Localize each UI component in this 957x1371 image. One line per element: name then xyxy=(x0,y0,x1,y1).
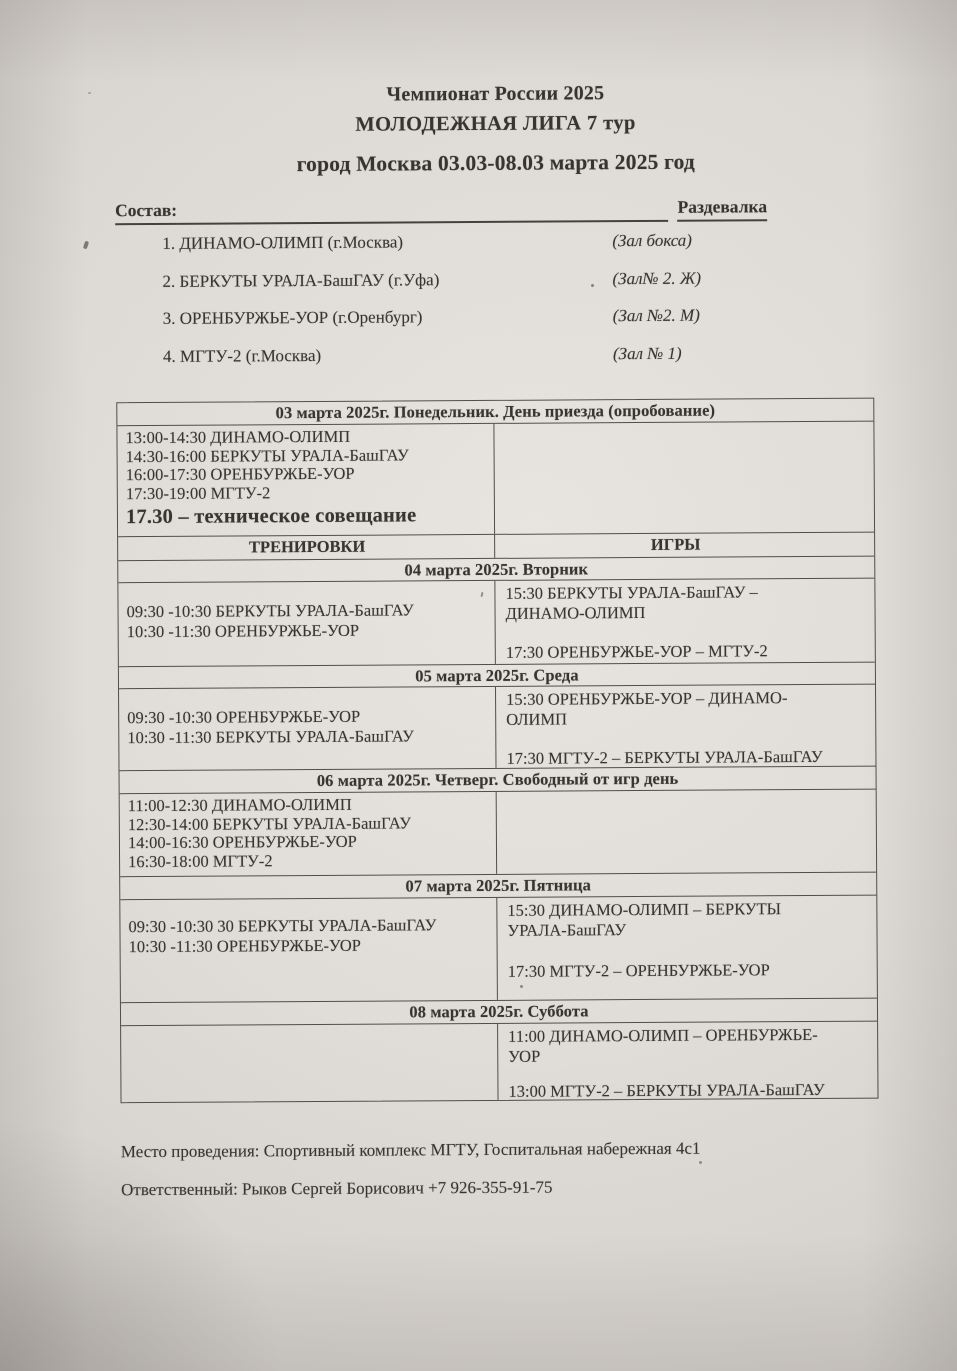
team-row xyxy=(116,342,816,384)
day-header-monday: 03 марта 2025г. Понедельник. День приезда (опробование) xyxy=(117,399,873,427)
game-entry xyxy=(506,641,847,663)
schedule-table xyxy=(116,398,878,1104)
saturday-row xyxy=(121,1022,877,1103)
training-entry: 16:30-18:00 МГТУ-2 xyxy=(128,851,273,871)
team-locker-room: (Зал№ 2. Ж) xyxy=(612,268,702,288)
training-entry: 13:00-14:30 ДИНАМО-ОЛИМП xyxy=(125,426,351,448)
game-entry xyxy=(508,1080,849,1102)
wednesday-trainings-cell xyxy=(119,687,496,770)
game-line: 15:30 ДИНАМО-ОЛИМП – БЕРКУТЫ xyxy=(507,899,782,920)
team-row xyxy=(115,267,815,309)
day-header-thursday: 06 марта 2025г. Четверг. Свободный от игр день xyxy=(120,767,876,795)
wednesday-row xyxy=(119,685,875,772)
photo-artifact-speck xyxy=(699,1161,702,1164)
photo-artifact-speck xyxy=(591,284,594,287)
day-header-tuesday: 04 марта 2025г. Вторник xyxy=(118,557,874,584)
training-entry: 10:30 -11:30 ОРЕНБУРЖЬЕ-УОР xyxy=(126,620,360,641)
team-locker-room: (Зал № 1) xyxy=(612,343,682,363)
training-entry: 17:30-19:00 МГТУ-2 xyxy=(125,483,271,503)
friday-row xyxy=(120,896,877,1004)
team-name: 3. ОРЕНБУРЖЬЕ-УОР (г.Оренбург) xyxy=(162,307,423,328)
game-entry xyxy=(508,1025,849,1066)
game-line: 17:30 МГТУ-2 – БЕРКУТЫ УРАЛА-БашГАУ xyxy=(506,747,823,769)
training-entry: 16:00-17:30 ОРЕНБУРЖЬЕ-УОР xyxy=(125,463,355,485)
game-entry xyxy=(506,688,847,729)
day-header-friday: 07 марта 2025г. Пятница xyxy=(120,873,876,901)
game-line: ДИНАМО-ОЛИМП xyxy=(505,602,646,623)
friday-games-cell xyxy=(497,896,877,1000)
game-line: 15:30 БЕРКУТЫ УРАЛА-БашГАУ – xyxy=(505,582,758,603)
roster-label: Состав: xyxy=(115,200,177,225)
doc-title-line2: МОЛОДЕЖНАЯ ЛИГА 7 тур xyxy=(355,112,636,136)
trainings-column-header: ТРЕНИРОВКИ xyxy=(118,535,495,560)
game-line: 13:00 МГТУ-2 – БЕРКУТЫ УРАЛА-БашГАУ xyxy=(508,1080,825,1102)
friday-trainings-cell xyxy=(120,898,498,1002)
training-entry: 09:30 -10:30 ОРЕНБУРЖЬЕ-УОР xyxy=(127,706,361,728)
game-line: 11:00 ДИНАМО-ОЛИМП – ОРЕНБУРЖЬЕ- xyxy=(508,1024,818,1046)
team-row xyxy=(116,305,816,347)
training-entry: 14:30-16:00 БЕРКУТЫ УРАЛА-БашГАУ xyxy=(125,445,409,466)
thursday-games-cell xyxy=(497,790,876,874)
saturday-trainings-cell xyxy=(121,1024,498,1102)
thursday-row xyxy=(120,790,876,878)
roster-header xyxy=(115,196,767,225)
training-entry: 11:00-12:30 ДИНАМО-ОЛИМП xyxy=(127,794,352,816)
training-entry: 14:00-16:30 ОРЕНБУРЖЬЕ-УОР xyxy=(127,831,357,853)
training-entry: 09:30 -10:30 30 БЕРКУТЫ УРАЛА-БашГАУ xyxy=(128,915,437,937)
venue-line: Место проведения: Спортивный комплекс МГТУ, Госпитальная набережная 4с1 xyxy=(120,1138,701,1162)
game-line: 17:30 ОРЕНБУРЖЬЕ-УОР – МГТУ-2 xyxy=(505,641,768,663)
locker-room-label: Раздевалка xyxy=(677,196,767,222)
wednesday-games-cell xyxy=(496,685,875,768)
roster-underline xyxy=(177,197,669,225)
tuesday-games-cell xyxy=(495,579,874,664)
team-row xyxy=(115,230,815,272)
tuesday-trainings-cell xyxy=(118,581,496,666)
monday-row xyxy=(117,422,874,538)
team-name: 4. МГТУ-2 (г.Москва) xyxy=(162,345,322,366)
team-name: 2. БЕРКУТЫ УРАЛА-БашГАУ (г.Уфа) xyxy=(162,269,440,291)
team-locker-room: (Зал №2. М) xyxy=(612,305,700,326)
saturday-games-cell xyxy=(498,1022,877,1100)
day-header-wednesday: 05 марта 2025г. Среда xyxy=(119,663,875,690)
game-line: УОР xyxy=(508,1046,541,1066)
monday-games-cell xyxy=(494,422,874,534)
team-name: 1. ДИНАМО-ОЛИМП (г.Москва) xyxy=(162,232,404,253)
photo-artifact-speck xyxy=(88,92,91,94)
photo-artifact-speck xyxy=(520,985,523,988)
training-entry: 12:30-14:00 БЕРКУТЫ УРАЛА-БашГАУ xyxy=(127,813,412,834)
game-entry xyxy=(506,747,847,769)
team-roster xyxy=(115,230,816,384)
team-locker-room: (Зал бокса) xyxy=(612,230,692,251)
game-line: 15:30 ОРЕНБУРЖЬЕ-УОР – ДИНАМО- xyxy=(506,688,788,709)
training-entry: 10:30 -11:30 БЕРКУТЫ УРАЛА-БашГАУ xyxy=(127,725,415,747)
day-header-saturday: 08 марта 2025г. Суббота xyxy=(121,999,877,1027)
technical-meeting-note: 17.30 – техническое совещание xyxy=(125,504,417,529)
training-entry: 10:30 -11:30 ОРЕНБУРЖЬЕ-УОР xyxy=(128,935,361,956)
game-entry xyxy=(508,960,849,982)
monday-trainings-cell xyxy=(117,424,495,536)
game-line: УРАЛА-БашГАУ xyxy=(507,919,627,940)
doc-title-line1: Чемпионат России 2025 xyxy=(386,82,605,106)
tuesday-row xyxy=(118,579,874,668)
contact-line: Ответственный: Рыков Сергей Борисович +7 926-355-91-75 xyxy=(121,1177,553,1200)
thursday-trainings-cell xyxy=(120,792,497,876)
game-line: ОЛИМП xyxy=(506,709,568,729)
training-entry: 09:30 -10:30 БЕРКУТЫ УРАЛА-БашГАУ xyxy=(126,600,414,622)
game-entry xyxy=(507,899,848,940)
doc-title-line3: город Москва 03.03-08.03 марта 2025 год xyxy=(296,149,696,177)
game-entry xyxy=(505,582,846,623)
game-line: 17:30 МГТУ-2 – ОРЕНБУРЖЬЕ-УОР xyxy=(507,960,770,982)
games-column-header: ИГРЫ xyxy=(650,534,701,554)
